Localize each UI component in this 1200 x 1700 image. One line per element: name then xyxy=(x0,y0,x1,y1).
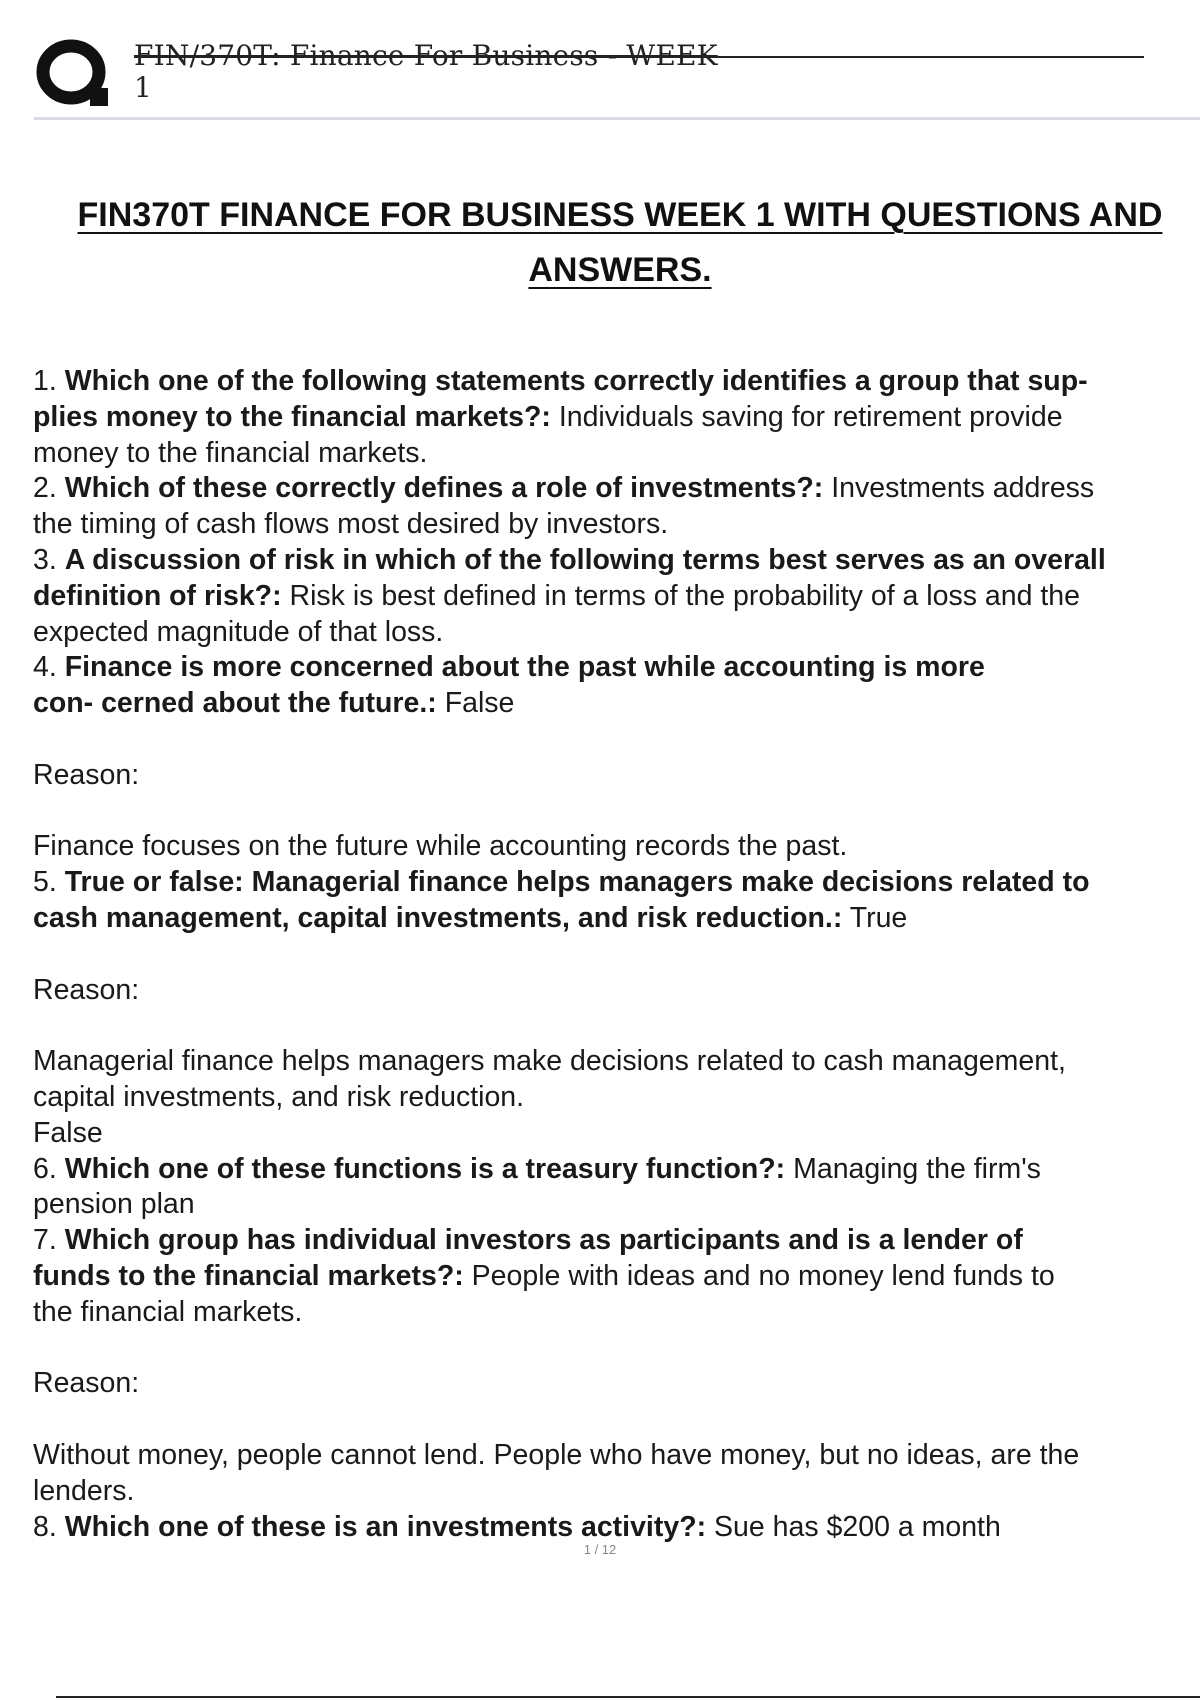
answer-text: Sue has $200 a month xyxy=(714,1510,1001,1543)
qa-item-3-cont xyxy=(33,579,1200,615)
item-number: 1. xyxy=(33,365,57,397)
answer-text-cont: the timing of cash flows most desired by investors. xyxy=(33,508,669,541)
qa-item-6-cont xyxy=(33,1187,1200,1223)
answer-text: Individuals saving for retirement provide xyxy=(558,400,1063,433)
item-number: 2. xyxy=(33,472,57,505)
answer-text: True xyxy=(849,901,908,934)
question-text: Which group has individual investors as participants and is a lender of xyxy=(64,1224,1023,1257)
answer-text-cont: pension plan xyxy=(33,1188,195,1221)
question-text-cont: definition of risk?: xyxy=(33,579,282,612)
question-text-cont: funds to the financial markets?: xyxy=(33,1259,464,1292)
qa-item-3 xyxy=(33,543,1200,579)
qa-item-8 xyxy=(33,1510,1200,1546)
qa-item-5 xyxy=(33,865,1200,901)
qa-item-6 xyxy=(33,1152,1200,1188)
answer-text: Investments address xyxy=(831,472,1095,505)
item-number: 6. xyxy=(33,1152,57,1185)
qa-item-7 xyxy=(33,1223,1200,1259)
question-text: A discussion of risk in which of the following terms best serves as an overall xyxy=(64,543,1106,576)
reason-text-cont: lenders. xyxy=(33,1474,135,1507)
item-number: 3. xyxy=(33,543,57,576)
qa-item-1 xyxy=(33,364,1200,400)
answer-text-cont: expected magnitude of that loss. xyxy=(33,615,444,648)
question-text: Which of these correctly defines a role of investments?: xyxy=(64,472,824,505)
reason-text-cont: capital investments, and risk reduction. xyxy=(33,1080,525,1113)
qa-item-7-cont2 xyxy=(33,1295,1200,1331)
footer-rule xyxy=(56,1696,1200,1698)
answer-text-cont: the financial markets. xyxy=(33,1295,303,1328)
answer-text: Risk is best defined in terms of the probability of a loss and the xyxy=(289,579,1080,612)
question-text: Which one of these functions is a treasury function?: xyxy=(64,1152,786,1185)
qa-item-5-cont xyxy=(33,901,1200,937)
reason-text: Without money, people cannot lend. People who have money, but no ideas, are the xyxy=(33,1438,1080,1471)
question-text-cont: cash management, capital investments, and risk reduction.: xyxy=(33,901,843,934)
page-number: 1 / 12 xyxy=(583,1542,617,1557)
header-divider xyxy=(34,117,1200,120)
item-number: 8. xyxy=(33,1510,57,1543)
page-header xyxy=(0,0,1200,122)
question-text: Finance is more concerned about the past while accounting is more xyxy=(64,651,985,684)
qa-item-4 xyxy=(33,650,1200,686)
reason-label: Reason: xyxy=(33,758,140,791)
question-text: Which one of the following statements correctly identifies a group that sup- xyxy=(64,365,1088,397)
document-heading-line-1: FIN/370T: Finance For Business - WEEK xyxy=(134,39,718,72)
page-title-line-1: FIN370T FINANCE FOR BUSINESS WEEK 1 WITH QUESTIONS AND xyxy=(77,196,1163,234)
qa-item-4-cont xyxy=(33,686,1200,722)
question-text-cont: con- cerned about the future.: xyxy=(33,687,437,720)
document-heading-line-2: 1 xyxy=(134,71,153,104)
q-logo-icon xyxy=(34,36,110,112)
qa-item-2 xyxy=(33,471,1200,507)
answer-text: Managing the firm's xyxy=(793,1152,1041,1185)
question-text-cont: plies money to the financial markets?: xyxy=(33,400,551,433)
extra-answer: False xyxy=(33,1116,103,1149)
reason-label: Reason: xyxy=(33,973,140,1006)
question-text: Which one of these is an investments activity?: xyxy=(64,1510,707,1543)
qa-item-7-cont xyxy=(33,1259,1200,1295)
qa-item-1-cont xyxy=(33,400,1200,436)
question-text: True or false: Managerial finance helps managers make decisions related to xyxy=(64,866,1090,899)
answer-text: People with ideas and no money lend funds to xyxy=(471,1259,1055,1292)
page-title xyxy=(60,188,1180,298)
reason-text: Finance focuses on the future while accounting records the past. xyxy=(33,830,848,863)
answer-text: False xyxy=(444,687,515,720)
reason-text: Managerial finance helps managers make decisions related to cash management, xyxy=(33,1045,1066,1078)
qa-item-1-cont2 xyxy=(33,436,1200,472)
item-number: 5. xyxy=(33,866,57,899)
item-number: 4. xyxy=(33,651,57,684)
item-number: 7. xyxy=(33,1224,57,1257)
qa-item-3-cont2 xyxy=(33,615,1200,651)
qa-item-2-cont xyxy=(33,507,1200,543)
qa-content xyxy=(33,364,1200,1545)
answer-text-cont: money to the financial markets. xyxy=(33,436,428,469)
reason-label: Reason: xyxy=(33,1367,140,1400)
document-heading xyxy=(134,40,1144,104)
page-title-line-2: ANSWERS. xyxy=(528,251,712,289)
